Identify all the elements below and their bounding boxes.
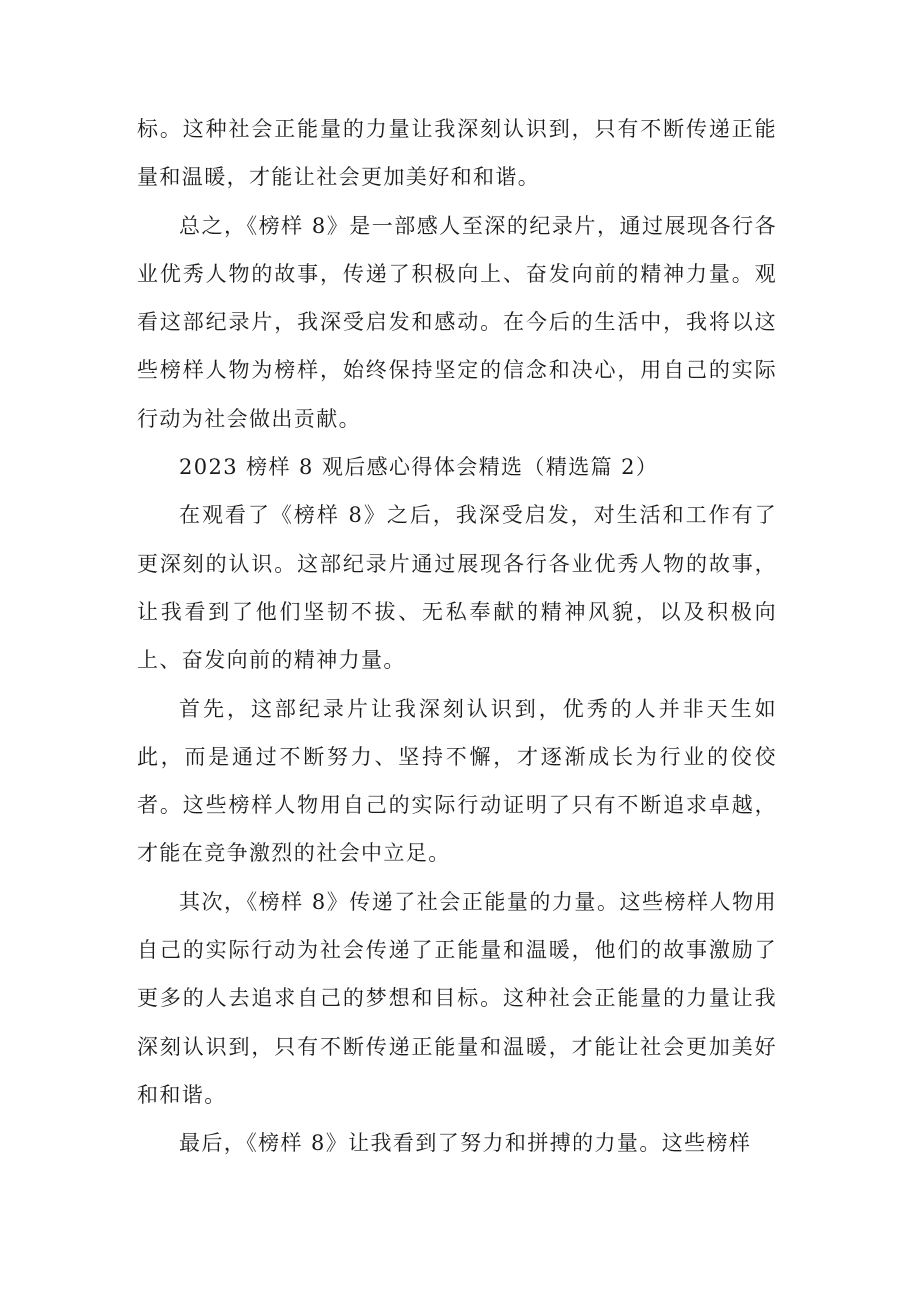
paragraph-6: 最后，《榜样 8》让我看到了努力和拼搏的力量。这些榜样 xyxy=(179,1131,752,1156)
section-heading: 2023 榜样 8 观后感心得体会精选（精选篇 2） xyxy=(179,455,659,480)
paragraph-3: 在观看了《榜样 8》之后，我深受启发，对生活和工作有了更深刻的认识。这部纪录片通过展现各行各业优秀人物的故事，让我看到了他们坚韧不拔、无私奉献的精神风貌，以及积极向上、奋发向前的精神力量。 xyxy=(137,503,777,673)
paragraph-5: 其次，《榜样 8》传递了社会正能量的力量。这些榜样人物用自己的实际行动为社会传递了正能量和温暖，他们的故事激励了更多的人去追求自己的梦想和目标。这种社会正能量的力量让我深刻认识到，只有不断传递正能量和温暖，才能让社会更加美好和和谐。 xyxy=(137,889,777,1107)
paragraph-2: 总之，《榜样 8》是一部感人至深的纪录片，通过展现各行各业优秀人物的故事，传递了积极向上、奋发向前的精神力量。观看这部纪录片，我深受启发和感动。在今后的生活中，我将以这些榜样人物为榜样，始终保持坚定的信念和决心，用自己的实际行动为社会做出贡献。 xyxy=(137,213,777,431)
document-page xyxy=(137,105,777,1168)
paragraph-1: 标。这种社会正能量的力量让我深刻认识到，只有不断传递正能量和温暖，才能让社会更加美好和和谐。 xyxy=(137,117,777,190)
paragraph-4: 首先，这部纪录片让我深刻认识到，优秀的人并非天生如此，而是通过不断努力、坚持不懈，才逐渐成长为行业的佼佼者。这些榜样人物用自己的实际行动证明了只有不断追求卓越，才能在竞争激烈的社会中立足。 xyxy=(137,696,777,866)
